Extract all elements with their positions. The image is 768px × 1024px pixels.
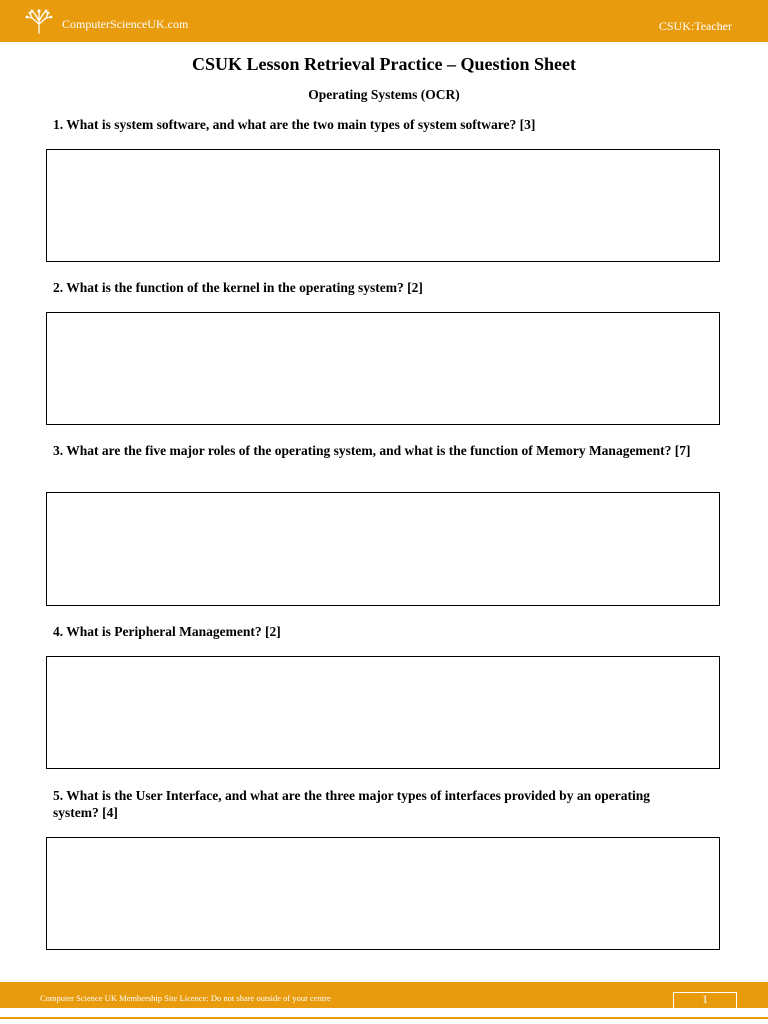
footer-divider bbox=[0, 1017, 768, 1019]
footer-licence: Computer Science UK Membership Site Licence: Do not share outside of your centre bbox=[40, 993, 331, 1003]
page-subtitle: Operating Systems (OCR) bbox=[308, 87, 460, 102]
site-name: ComputerScienceUK.com bbox=[62, 17, 189, 31]
question-3: 3. What are the five major roles of the operating system, and what is the function of Memory Management? [7] bbox=[53, 443, 691, 458]
answer-box-4[interactable] bbox=[46, 656, 720, 769]
page-title: CSUK Lesson Retrieval Practice – Question Sheet bbox=[192, 54, 576, 74]
question-5: 5. What is the User Interface, and what are the three major types of interfaces provided by an operating system? [4] bbox=[53, 788, 650, 820]
answer-box-1[interactable] bbox=[46, 149, 720, 262]
question-1: 1. What is system software, and what are the two main types of system software? [3] bbox=[53, 117, 536, 132]
tree-icon bbox=[22, 8, 56, 34]
question-4: 4. What is Peripheral Management? [2] bbox=[53, 624, 281, 639]
answer-box-2[interactable] bbox=[46, 312, 720, 425]
question-2: 2. What is the function of the kernel in the operating system? [2] bbox=[53, 280, 423, 295]
page-number: 1 bbox=[702, 992, 708, 1006]
answer-box-5[interactable] bbox=[46, 837, 720, 950]
answer-box-3[interactable] bbox=[46, 492, 720, 606]
header-role-label: CSUK:Teacher bbox=[658, 19, 732, 33]
